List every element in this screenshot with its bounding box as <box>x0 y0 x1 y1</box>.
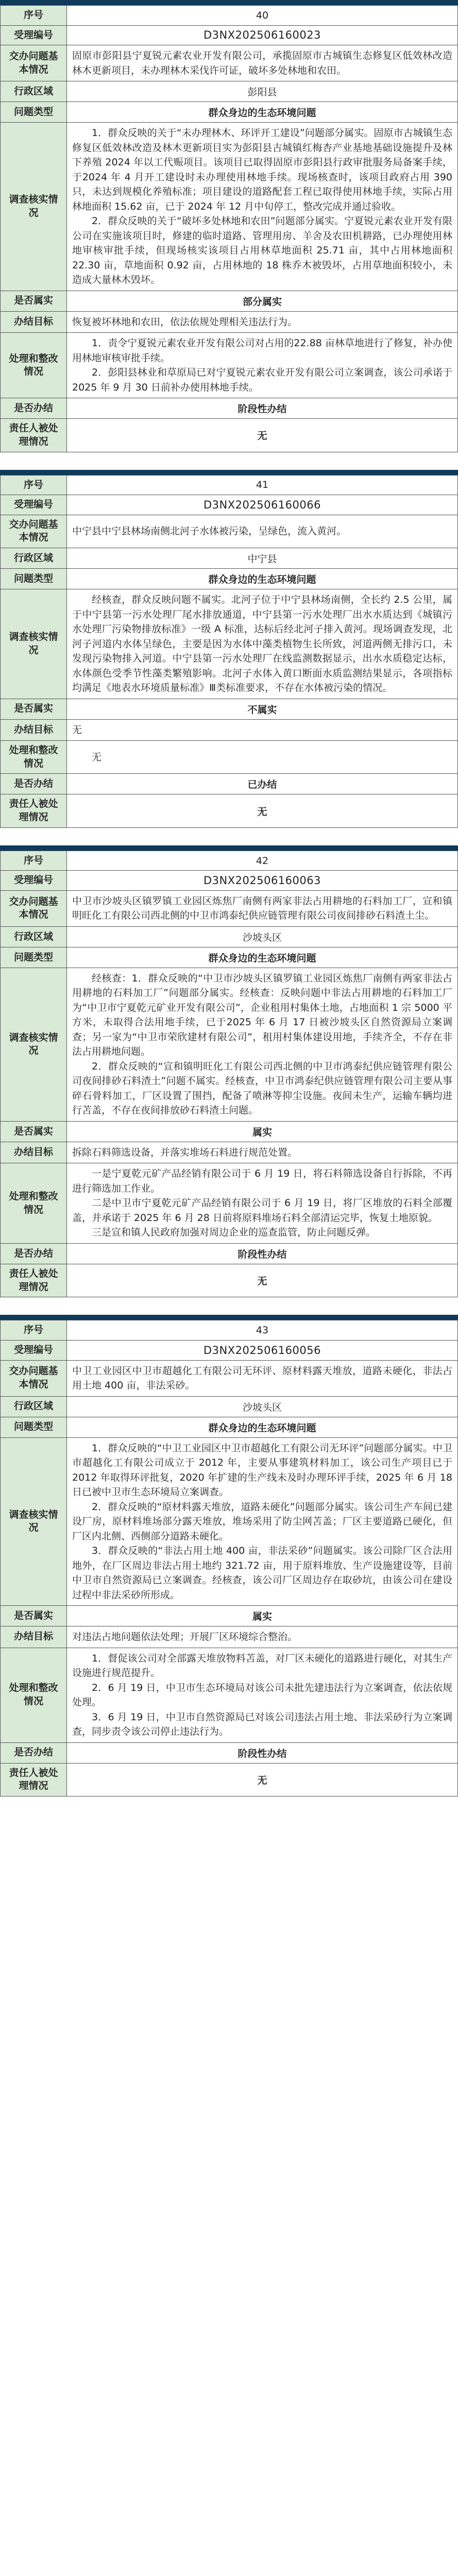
accept-no-row <box>1 25 458 45</box>
rectification-paragraph: 1．督促该公司对全部露天堆放物料苫盖，对厂区未硬化的道路进行硬化，对其生产设施进行规范提升。 <box>72 1652 452 1679</box>
rectification-value <box>67 1163 458 1244</box>
responsible-row <box>1 1763 458 1796</box>
case-table <box>0 475 458 828</box>
is-true-label: 是否属实 <box>1 291 67 311</box>
completed-value: 已办结 <box>67 774 458 794</box>
seq-value: 40 <box>67 6 458 26</box>
accept-no-value: D3NX202506160056 <box>67 1340 458 1360</box>
responsible-label: 责任人被处理情况 <box>1 794 67 827</box>
responsible-label: 责任人被处理情况 <box>1 419 67 452</box>
completed-row <box>1 1243 458 1264</box>
is-true-value: 部分属实 <box>67 291 458 311</box>
goal-row <box>1 1626 458 1648</box>
rectification-paragraph: 2．6 月 19 日，中卫市生态环境局对该公司未批先建违法行为立案调查，依法依规处理。 <box>72 1682 452 1708</box>
findings-label: 调查核实情况 <box>1 1437 67 1606</box>
goal-value: 拆除石料筛选设备，并落实堆场石料进行规范处置。 <box>67 1142 458 1163</box>
seq-value: 43 <box>67 1320 458 1341</box>
is-true-row <box>1 1121 458 1142</box>
basic-info-value: 中卫工业园区中卫市超越化工有限公司无环评、原材料露天堆放，道路未硬化，非法占用土地 400 亩，非法采砂。 <box>67 1360 458 1396</box>
is-true-row <box>1 699 458 719</box>
type-value: 群众身边的生态环境问题 <box>67 102 458 123</box>
type-value: 群众身边的生态环境问题 <box>67 569 458 589</box>
goal-row <box>1 1142 458 1163</box>
accept-no-value: D3NX202506160063 <box>67 871 458 891</box>
accept-no-row <box>1 871 458 891</box>
rectification-row <box>1 1648 458 1742</box>
region-value: 中宁县 <box>67 548 458 569</box>
findings-row <box>1 123 458 291</box>
seq-value: 42 <box>67 851 458 871</box>
rectification-paragraph: 2．彭阳县林业和草原局已对宁夏锐元素农业开发有限公司立案调查，该公司承诺于2025 年 9 月 30 日前补办使用林地手续。 <box>72 367 452 393</box>
is-true-row <box>1 291 458 311</box>
accept-no-row <box>1 1340 458 1360</box>
rectification-label: 处理和整改情况 <box>1 1648 67 1742</box>
goal-label: 办结目标 <box>1 1142 67 1163</box>
findings-label: 调查核实情况 <box>1 968 67 1121</box>
completed-row <box>1 1742 458 1763</box>
is-true-label: 是否属实 <box>1 1121 67 1142</box>
findings-paragraph: 经核查，群众反映问题不属实。北河子位于中宁县林场南侧，全长约 2.5 公里，属于中宁县第一污水处理厂尾水排放通道，中宁县第一污水处理厂出水水质达到《城镇污水处理厂污染物排放标准》一级 A 标准，达标后经北河子排入黄河。现场调查发现，北河子河道内水体呈绿色，主要是因为水体中藻类植物生长所致，河道两侧无排污口，未发现污染物排入河道。中宁县第一污水处理厂在线监测数据显示，出水水质稳定达标，水体颜色受季节性藻类繁殖影响。北河子水体入黄口断面水质监测结果显示，各项指标均满足《地表水环境质量标准》Ⅲ类标准要求，不存在水体被污染的情况。 <box>72 594 452 694</box>
seq-row <box>1 6 458 26</box>
type-value: 群众身边的生态环境问题 <box>67 1417 458 1437</box>
basic-info-row <box>1 515 458 548</box>
completed-row <box>1 398 458 419</box>
accept-no-label: 受理编号 <box>1 871 67 891</box>
basic-info-value: 中宁县中宁县林场南侧北河子水体被污染，呈绿色，流入黄河。 <box>67 515 458 548</box>
findings-value <box>67 589 458 699</box>
seq-label: 序号 <box>1 851 67 871</box>
findings-value <box>67 968 458 1121</box>
type-label: 问题类型 <box>1 569 67 589</box>
type-row <box>1 569 458 589</box>
findings-paragraph: 1．群众反映的关于“未办理林木、环评开工建设”问题部分属实。固原市古城镇生态修复区低效林改造及林木更新项目实为彭阳县古城镇红梅杏产业基地基础设施提升及林下养殖 2024 年以工代赈项目。该项目已取得固原市彭阳县行政审批服务局备案手续，于2024 年 4 月开工建设时未办理使用林地手续。现场核查时，该项目政府占用 390 只，未达到规模化养殖标准；项目建设的道路配套工程已取得使用林地手续，实际占用林地面积 15.62 亩，已于 2024 年 12 月中旬停工，整改完成并通过验收。 <box>72 127 452 212</box>
case-card <box>0 1315 458 1797</box>
responsible-row <box>1 419 458 452</box>
type-row <box>1 1417 458 1437</box>
findings-paragraph: 2．群众反映的“原材料露天堆放，道路未硬化”问题部分属实。该公司生产车间已建设厂房，原材料堆场部分露天堆放，堆场采用了防尘网苫盖；厂区主要道路已硬化，但厂区内北侧、西侧部分道路未硬化。 <box>72 1501 452 1542</box>
rectification-paragraph: 二是中卫市宁夏乾元矿产品经销有限公司于 6 月 19 日，将厂区堆放的石料全部覆盖，并承诺于 2025 年 6 月 28 日前将原料堆场石料全部清运完毕，恢复土地原貌。 <box>72 1197 452 1224</box>
responsible-value: 无 <box>67 1763 458 1796</box>
accept-no-value: D3NX202506160066 <box>67 495 458 515</box>
findings-row <box>1 589 458 699</box>
card-top-bar <box>0 1315 458 1320</box>
card-top-bar <box>0 845 458 851</box>
basic-info-label: 交办问题基本情况 <box>1 1360 67 1396</box>
rectification-label: 处理和整改情况 <box>1 1163 67 1244</box>
findings-value <box>67 1437 458 1606</box>
type-row <box>1 102 458 123</box>
region-label: 行政区域 <box>1 81 67 102</box>
goal-value: 对违法占地问题依法处理；开展厂区环境综合整治。 <box>67 1626 458 1648</box>
seq-row <box>1 851 458 871</box>
responsible-row <box>1 1264 458 1297</box>
rectification-row <box>1 333 458 398</box>
region-value: 沙坡头区 <box>67 1396 458 1417</box>
rectification-paragraph: 无 <box>92 751 102 763</box>
goal-label: 办结目标 <box>1 719 67 741</box>
completed-label: 是否办结 <box>1 774 67 794</box>
accept-no-value: D3NX202506160023 <box>67 25 458 45</box>
case-table <box>0 1320 458 1797</box>
completed-value: 阶段性办结 <box>67 1243 458 1264</box>
region-label: 行政区域 <box>1 926 67 947</box>
accept-no-row <box>1 495 458 515</box>
goal-row <box>1 719 458 741</box>
is-true-value: 属实 <box>67 1606 458 1626</box>
goal-label: 办结目标 <box>1 311 67 333</box>
basic-info-label: 交办问题基本情况 <box>1 45 67 81</box>
is-true-value: 属实 <box>67 1121 458 1142</box>
case-card <box>0 470 458 828</box>
completed-row <box>1 774 458 794</box>
type-label: 问题类型 <box>1 102 67 123</box>
findings-paragraph: 1．群众反映的“中卫工业园区中卫市超越化工有限公司无环评”问题部分属实。中卫市超越化工有限公司成立于 2012 年，主要从事建筑材料加工，该公司生产项目已于 2012 年取得环评批复，2020 年扩建的生产线未及时办理环评手续，2025 年 6 月 18 日已被中卫市生态环境局立案调查。 <box>72 1442 452 1498</box>
findings-row <box>1 1437 458 1606</box>
type-row <box>1 947 458 968</box>
rectification-value <box>67 333 458 398</box>
completed-value: 阶段性办结 <box>67 398 458 419</box>
accept-no-label: 受理编号 <box>1 1340 67 1360</box>
region-row <box>1 1396 458 1417</box>
case-card <box>0 0 458 452</box>
findings-paragraph: 2．群众反映的关于“破坏多处林地和农田”问题部分属实。宁夏锐元素农业开发有限公司在实施该项目时，修建的临时道路、管理用房、羊舍及农田机耕路，已办理使用林地审核审批手续，但现场核实该项目占用林草地面积 25.71 亩，其中占用林地面积 22.30 亩，草地面积 0.92 亩，占用林地的 18 株乔木被毁坏，占用草地面积较小，未造成大量林木毁坏。 <box>72 215 452 286</box>
goal-value: 无 <box>67 719 458 741</box>
completed-label: 是否办结 <box>1 1243 67 1264</box>
responsible-label: 责任人被处理情况 <box>1 1763 67 1796</box>
is-true-label: 是否属实 <box>1 699 67 719</box>
basic-info-value: 中卫市沙坡头区镇罗镇工业园区炼焦厂南侧有两家非法占用耕地的石料加工厂，宣和镇明旺化工有限公司西北侧的中卫市鸿泰纪供应链管理有限公司夜间排砂石料渣土尘。 <box>67 890 458 926</box>
accept-no-label: 受理编号 <box>1 495 67 515</box>
seq-value: 41 <box>67 475 458 495</box>
region-row <box>1 926 458 947</box>
findings-label: 调查核实情况 <box>1 123 67 291</box>
findings-label: 调查核实情况 <box>1 589 67 699</box>
seq-row <box>1 475 458 495</box>
completed-label: 是否办结 <box>1 398 67 419</box>
accept-no-label: 受理编号 <box>1 25 67 45</box>
region-row <box>1 548 458 569</box>
rectification-row <box>1 741 458 774</box>
responsible-value: 无 <box>67 419 458 452</box>
findings-paragraph: 2．群众反映的“宣和镇明旺化工有限公司西北侧的中卫市鸿泰纪供应链管理有限公司夜间排砂石料渣土”问题不属实。经核查，中卫市鸿泰纪供应链管理有限公司主要从事碎石骨料加工，厂区设置了围挡，配备了喷淋等抑尘设施。夜间未生产，运输车辆均进行苫盖，不存在夜间排放砂石料渣土问题。 <box>72 1060 452 1116</box>
type-value: 群众身边的生态环境问题 <box>67 947 458 968</box>
basic-info-label: 交办问题基本情况 <box>1 890 67 926</box>
card-top-bar <box>0 470 458 475</box>
findings-row <box>1 968 458 1121</box>
findings-paragraph: 经核查：1．群众反映的“中卫市沙坡头区镇罗镇工业园区炼焦厂南侧有两家非法占用耕地的石料加工厂”问题部分属实。经核查：反映问题中非法占用耕地的石料加工厂为“中卫市宁夏乾元矿业开发有限公司”，企业租用村集体土地，占地面积 1 宗 5000 平方米，未取得合法用地手续，已于2025 年 6 月 17 日被沙坡头区自然资源局立案调查；另一家为“中卫市荣欣建材有限公司”，租用村集体建设用地，手续齐全，不存在非法占用耕地问题。 <box>72 972 452 1058</box>
region-value: 沙坡头区 <box>67 926 458 947</box>
findings-paragraph: 3．群众反映的“非法占用土地 400 亩，非法采砂”问题属实。该公司除厂区合法用地外，在厂区周边非法占用土地约 321.72 亩，用于原料堆放、生产设施建设等，目前中卫市自然资源局已立案调查。经核查，该公司厂区周边存在取砂坑，由该公司在建设过程中非法采砂所形成。 <box>72 1545 452 1601</box>
goal-value: 恢复被坏林地和农田，依法依规处理相关违法行为。 <box>67 311 458 333</box>
completed-label: 是否办结 <box>1 1742 67 1763</box>
is-true-row <box>1 1606 458 1626</box>
region-label: 行政区域 <box>1 548 67 569</box>
basic-info-row <box>1 890 458 926</box>
is-true-value: 不属实 <box>67 699 458 719</box>
type-label: 问题类型 <box>1 947 67 968</box>
case-card <box>0 845 458 1298</box>
rectification-paragraph: 1．责令宁夏锐元素农业开发有限公司对占用的22.88 亩林草地进行了修复，补办使用林地审核审批手续。 <box>72 337 452 364</box>
responsible-value: 无 <box>67 1264 458 1297</box>
rectification-value <box>67 741 458 774</box>
rectification-label: 处理和整改情况 <box>1 741 67 774</box>
rectification-paragraph: 三是宣和镇人民政府加强对周边企业的巡查监管，防止问题反弹。 <box>92 1227 376 1239</box>
seq-label: 序号 <box>1 6 67 26</box>
responsible-value: 无 <box>67 794 458 827</box>
rectification-label: 处理和整改情况 <box>1 333 67 398</box>
goal-row <box>1 311 458 333</box>
case-table <box>0 5 458 452</box>
responsible-label: 责任人被处理情况 <box>1 1264 67 1297</box>
basic-info-label: 交办问题基本情况 <box>1 515 67 548</box>
goal-label: 办结目标 <box>1 1626 67 1648</box>
basic-info-row <box>1 45 458 81</box>
is-true-label: 是否属实 <box>1 1606 67 1626</box>
basic-info-value: 固原市彭阳县宁夏锐元素农业开发有限公司，承揽固原市古城镇生态修复区低效林改造林木更新项目，未办理林木采伐许可证，破坏多处林地和农田。 <box>67 45 458 81</box>
region-row <box>1 81 458 102</box>
completed-value: 阶段性办结 <box>67 1742 458 1763</box>
responsible-row <box>1 794 458 827</box>
type-label: 问题类型 <box>1 1417 67 1437</box>
rectification-row <box>1 1163 458 1244</box>
seq-label: 序号 <box>1 475 67 495</box>
rectification-paragraph: 3．6 月 19 日，中卫市自然资源局已对该公司违法占用土地、非法采砂行为立案调查，同步责令该公司停止违法行为。 <box>72 1711 452 1738</box>
card-top-bar <box>0 0 458 5</box>
rectification-paragraph: 一是宁夏乾元矿产品经销有限公司于 6 月 19 日，将石料筛选设备自行拆除，不再进行筛选加工作业。 <box>72 1168 452 1194</box>
rectification-value <box>67 1648 458 1742</box>
findings-value <box>67 123 458 291</box>
case-table <box>0 851 458 1298</box>
seq-label: 序号 <box>1 1320 67 1341</box>
seq-row <box>1 1320 458 1341</box>
region-label: 行政区域 <box>1 1396 67 1417</box>
region-value: 彭阳县 <box>67 81 458 102</box>
basic-info-row <box>1 1360 458 1396</box>
